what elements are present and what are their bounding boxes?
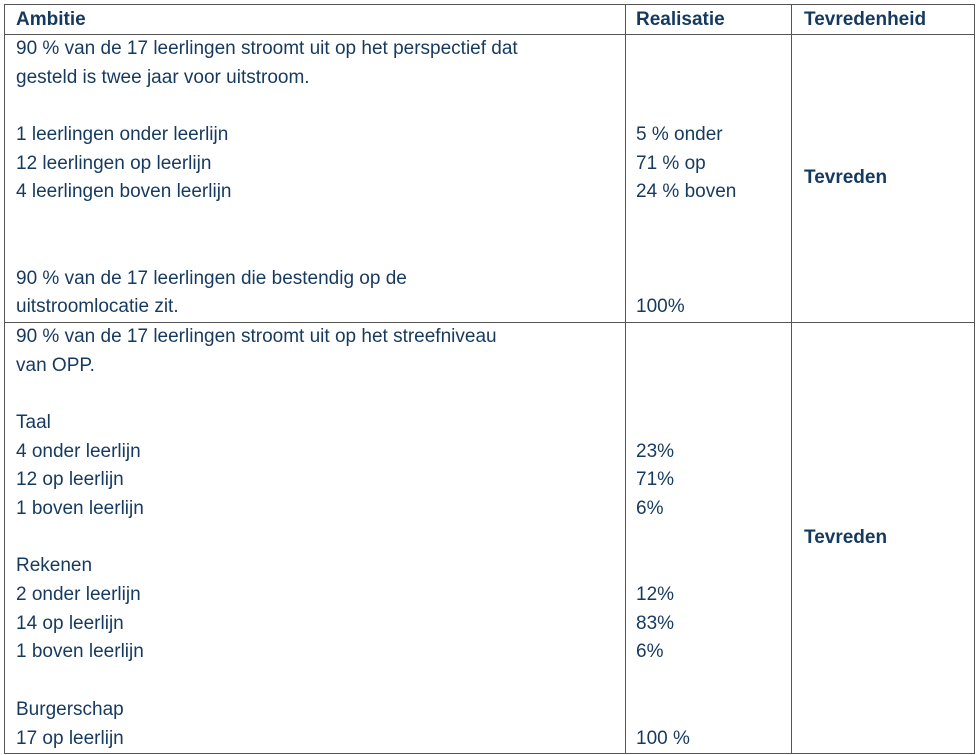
spacer xyxy=(636,35,791,64)
tevredenheid-cell: Tevreden xyxy=(792,322,975,753)
realisatie-value: 83% xyxy=(636,612,675,634)
realisatie-cell xyxy=(626,35,792,323)
spacer xyxy=(16,667,625,696)
ambitie-line: 4 onder leerlijn xyxy=(16,440,141,462)
realisatie-value: 71% xyxy=(636,469,675,491)
realisatie-value: 12% xyxy=(636,584,675,606)
ambitie-table xyxy=(4,4,975,754)
ambitie-line: van OPP. xyxy=(16,354,95,376)
realisatie-value: 100% xyxy=(636,296,685,318)
table-row xyxy=(5,322,975,753)
ambitie-cell xyxy=(5,322,626,753)
table-header-row xyxy=(5,5,975,35)
spacer xyxy=(16,92,625,121)
realisatie-value: 100 % xyxy=(636,727,690,749)
tevredenheid-cell: Tevreden xyxy=(792,35,975,323)
realisatie-value: 23% xyxy=(636,440,675,462)
subject-heading-rekenen: Rekenen xyxy=(16,555,93,577)
realisatie-cell xyxy=(626,322,792,753)
spacer xyxy=(16,524,625,553)
header-tevredenheid: Tevredenheid xyxy=(792,5,975,35)
ambitie-line: gesteld is twee jaar voor uitstroom. xyxy=(16,66,310,88)
spacer xyxy=(16,236,625,265)
ambitie-line: uitstroomlocatie zit. xyxy=(16,296,179,318)
spacer xyxy=(636,92,791,121)
realisatie-value: 6% xyxy=(636,641,664,663)
ambitie-line: 12 op leerlijn xyxy=(16,469,124,491)
realisatie-value: 71 % op xyxy=(636,152,706,174)
spacer xyxy=(636,380,791,409)
spacer xyxy=(16,380,625,409)
ambitie-cell xyxy=(5,35,626,323)
spacer xyxy=(636,265,791,294)
header-realisatie: Realisatie xyxy=(626,5,792,35)
subject-heading-taal: Taal xyxy=(16,411,51,433)
spacer xyxy=(636,323,791,352)
realisatie-value: 5 % onder xyxy=(636,124,723,146)
ambitie-line: 12 leerlingen op leerlijn xyxy=(16,152,212,174)
spacer xyxy=(636,696,791,725)
header-ambitie: Ambitie xyxy=(5,5,626,35)
realisatie-value: 24 % boven xyxy=(636,181,737,203)
ambitie-line: 1 leerlingen onder leerlijn xyxy=(16,124,229,146)
spacer xyxy=(636,524,791,553)
ambitie-line: 2 onder leerlijn xyxy=(16,584,141,606)
table-row xyxy=(5,35,975,323)
ambitie-line: 1 boven leerlijn xyxy=(16,641,144,663)
spacer xyxy=(636,409,791,438)
ambitie-line: 17 op leerlijn xyxy=(16,727,124,749)
ambitie-line: 90 % van de 17 leerlingen die bestendig op de xyxy=(16,267,407,289)
ambitie-line: 14 op leerlijn xyxy=(16,612,124,634)
spacer xyxy=(636,667,791,696)
spacer xyxy=(636,352,791,381)
spacer xyxy=(636,207,791,236)
ambitie-line: 90 % van de 17 leerlingen stroomt uit op het streefniveau xyxy=(16,325,497,347)
ambitie-line: 1 boven leerlijn xyxy=(16,498,144,519)
spacer xyxy=(636,64,791,93)
spacer xyxy=(636,236,791,265)
ambitie-line: 90 % van de 17 leerlingen stroomt uit op het perspectief dat xyxy=(16,38,518,59)
spacer xyxy=(636,552,791,581)
subject-heading-burgerschap: Burgerschap xyxy=(16,698,124,720)
spacer xyxy=(16,207,625,236)
realisatie-value: 6% xyxy=(636,498,664,519)
ambitie-line: 4 leerlingen boven leerlijn xyxy=(16,181,232,203)
